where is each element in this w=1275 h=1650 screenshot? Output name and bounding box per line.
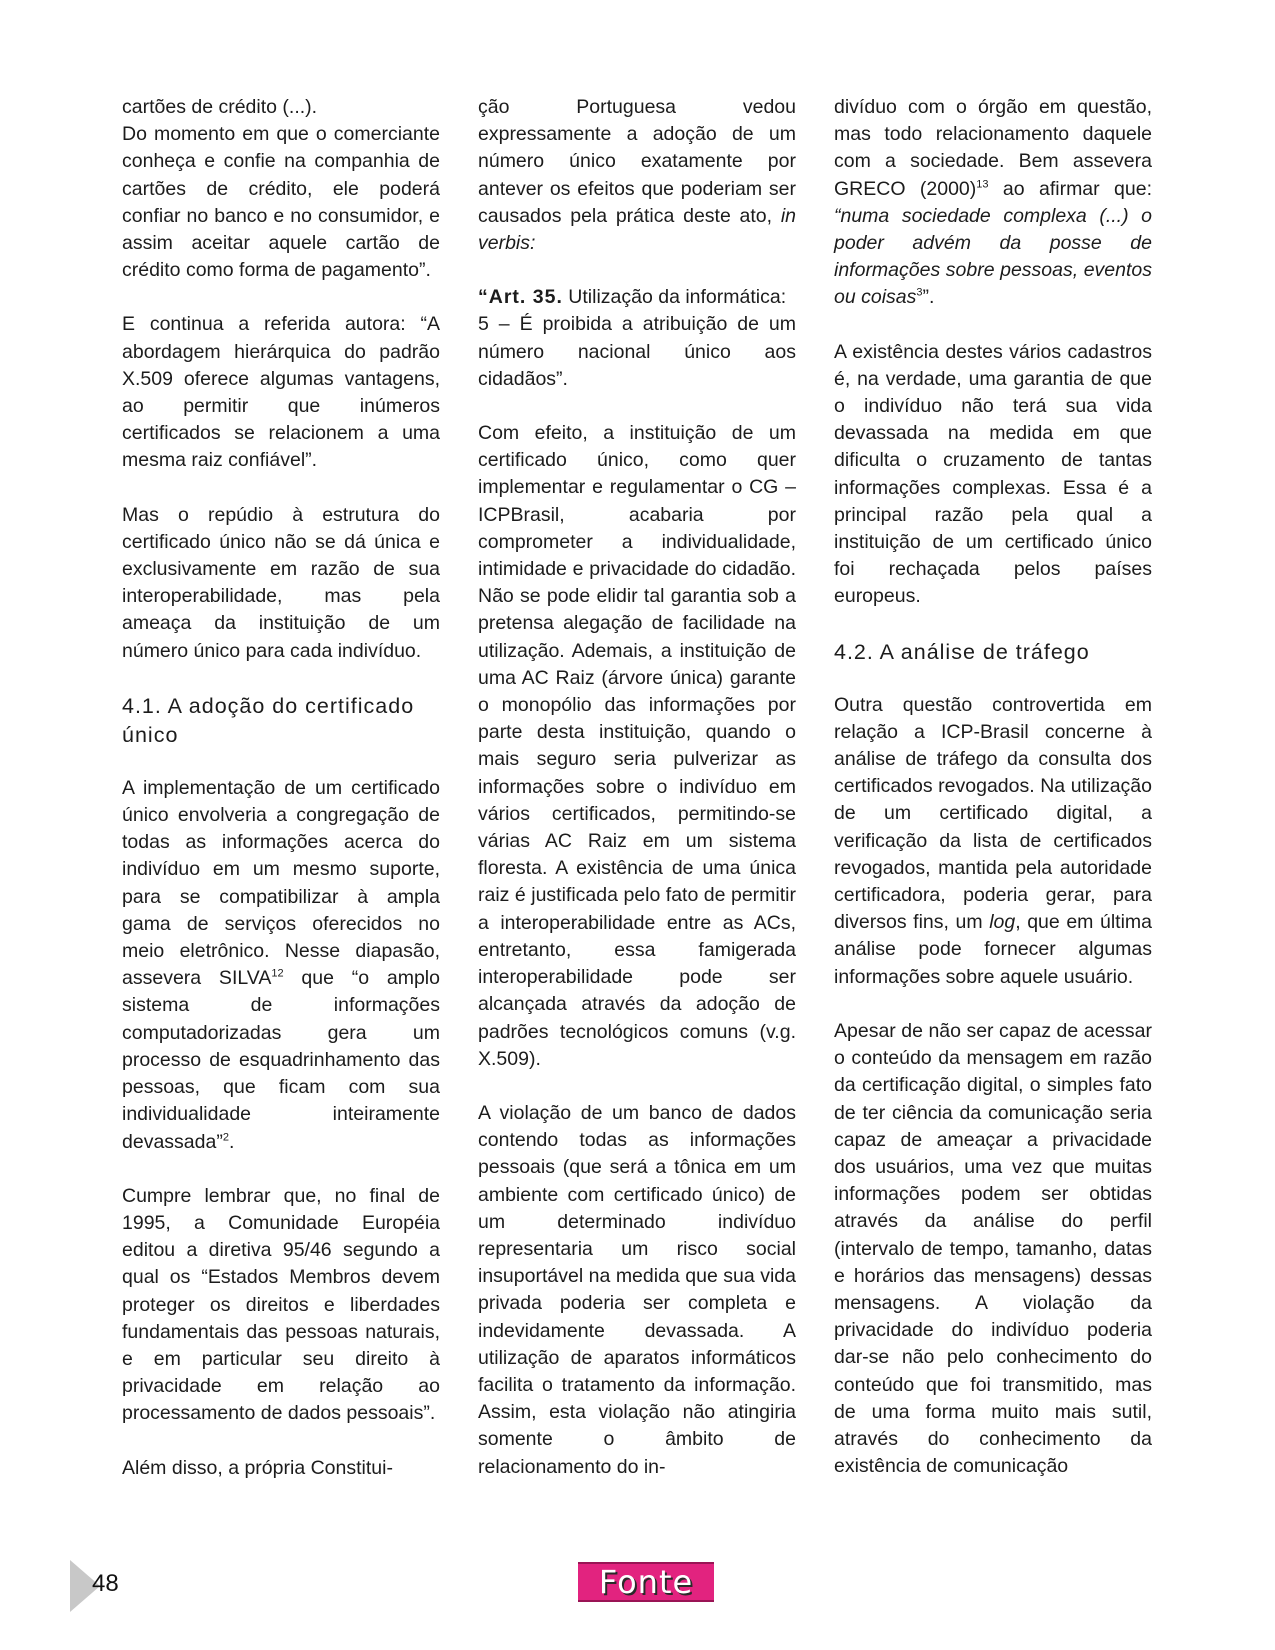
text-run: 5 – É proibida a atribuição de um número nacional único aos cidadãos”. [478, 313, 796, 390]
paragraph: Apesar de não ser capaz de acessar o conteúdo da mensagem em razão da certificação digital, o simples fato de ter ciência da comunicação seria capaz de ameaçar a privacidade dos usuários, uma vez que muitas informações podem ser obtidas através da análise do perfil (intervalo de tempo, tamanho, datas e horários das mensagens) dessas mensagens. A violação da privacidade do indivíduo poderia dar-se não pelo conhecimento do conteúdo que foi transmitido, mas de uma forma muito mais sutil, através do conhecimento da existência de comunicação [834, 1019, 1152, 1478]
text-run: Outra questão controvertida em relação a ICP-Brasil concerne à análise de tráfego da consulta dos certificados revogados. Na utilização de um certificado digital, a verificação da lista de certificados revogados, mantida pela autoridade certificadora, poderia gerar, para diversos fins, um [834, 693, 1152, 934]
text-run: que “o amplo sistema de informações computadorizadas gera um processo de esquadrinhamento das pessoas, que ficam com sua individualidade inteiramente devassada” [122, 967, 440, 1153]
paragraph: Mas o repúdio à estrutura do certificado único não se dá única e exclusivamente em razão de sua interoperabilidade, mas pela ameaça da instituição de um número único para cada indivíduo. [122, 503, 440, 662]
footnote-ref: 13 [976, 178, 989, 191]
quoted-article [478, 284, 796, 393]
paragraph: A existência destes vários cadastros é, na verdade, uma garantia de que o indivíduo não terá sua vida devassada na medida em que dificulta o cruzamento de tantas informações complexas. Essa é a principal razão pela qual a instituição de um certificado único foi rechaçada pelos países europeus. [834, 340, 1152, 608]
paragraph: Do momento em que o comerciante conheça e confie na companhia de cartões de crédito, ele poderá confiar no banco e no consumidor, e assim aceitar aquele cartão de crédito como forma de pagamento”. [122, 123, 440, 282]
text-run: . [228, 1130, 235, 1153]
text-run: , que em última análise pode fornecer algumas informações sobre aquele usuário. [834, 911, 1152, 988]
footnote-ref: 3 [916, 286, 923, 299]
paragraph [478, 94, 796, 257]
logo-text: Fonte [598, 1563, 694, 1601]
text-run: ”. [922, 286, 935, 309]
italic-quote: “numa sociedade complexa (...) o poder advém da posse de informações sobre pessoas, eventos ou coisas [834, 204, 1152, 309]
paragraph: Cumpre lembrar que, no final de 1995, a Comunidade Européia editou a diretiva 95/46 segundo a qual os “Estados Membros devem proteger os direitos e liberdades fundamentais das pessoas naturais, e em particular seu direito à privacidade em relação ao processamento de dados pessoais”. [122, 1184, 440, 1425]
text-run: ao afirmar que: [988, 177, 1152, 200]
text-run: Utilização da informática: [562, 286, 787, 309]
section-heading-4-2: 4.2. A análise de tráfego [834, 639, 1090, 664]
paragraph [122, 775, 440, 1156]
paragraph [834, 94, 1152, 312]
column-2 [478, 94, 796, 1508]
text-run: A implementação de um certificado único envolveria a congregação de todas as informações acerca do indivíduo em um mesmo suporte, para se compatibilizar à ampla gama de serviços oferecidos no meio eletrônico. Nesse diapasão, assevera SILVA [122, 776, 440, 990]
footnote-ref: 12 [271, 967, 284, 980]
fonte-logo [578, 1562, 714, 1602]
footnote-ref: 2 [222, 1131, 229, 1143]
paragraph [834, 692, 1152, 991]
italic-run: in verbis: [478, 204, 796, 255]
paragraph: E continua a referida autora: “A abordagem hierárquica do padrão X.509 oferece algumas vantagens, ao permitir que inúmeros certificados se relacionem a uma mesma raiz confiável”. [122, 313, 440, 472]
column-1 [122, 94, 440, 1509]
paragraph: Com efeito, a instituição de um certificado único, como quer implementar e regulamentar o CG – ICPBrasil, acabaria por comprometer a individualidade, intimidade e privacidade do cidadão. Não se pode elidir tal garantia sob a pretensa alegação de facilidade na utilização. Ademais, a instituição de uma AC Raiz (árvore única) garante o monopólio das informações por parte desta instituição, quando o mais seguro seria pulverizar as informações sobre o indivíduo em vários certificados, permitindo-se várias AC Raiz em um sistema floresta. A existência de uma única raiz é justificada pelo fato de permitir a interoperabilidade entre as ACs, entretanto, essa famigerada interoperabilidade pode ser alcançada através da adoção de padrões tecnológicos comuns (v.g. X.509). [478, 422, 796, 1070]
text-run: ção Portuguesa vedou expressamente a adoção de um número único exatamente por antever os efeitos que poderiam ser causados pela prática deste ato, [478, 96, 796, 227]
paragraph: Além disso, a própria Constitui- [122, 1456, 393, 1479]
column-3 [834, 94, 1152, 1507]
article-label: “Art. 35. [478, 286, 563, 309]
paragraph: A violação de um banco de dados contendo todas as informações pessoais (que será a tônica em um ambiente com certificado único) de um determinado indivíduo representaria um risco social insuportável na medida que sua vida privada poderia ser completa e indevidamente devassada. A utilização de aparatos informáticos facilita o tratamento da informação. Assim, esta violação não atingiria somente o âmbito de relacionamento do in- [478, 1101, 796, 1478]
section-heading-4-1: 4.1. A adoção do certificado único [122, 693, 415, 747]
page-number: 48 [92, 1570, 119, 1597]
paragraph: cartões de crédito (...). [122, 96, 318, 118]
text-run: divíduo com o órgão em questão, mas todo relacionamento daquele com a sociedade. Bem assevera GRECO (2000) [834, 96, 1152, 200]
italic-run: log [989, 911, 1016, 934]
